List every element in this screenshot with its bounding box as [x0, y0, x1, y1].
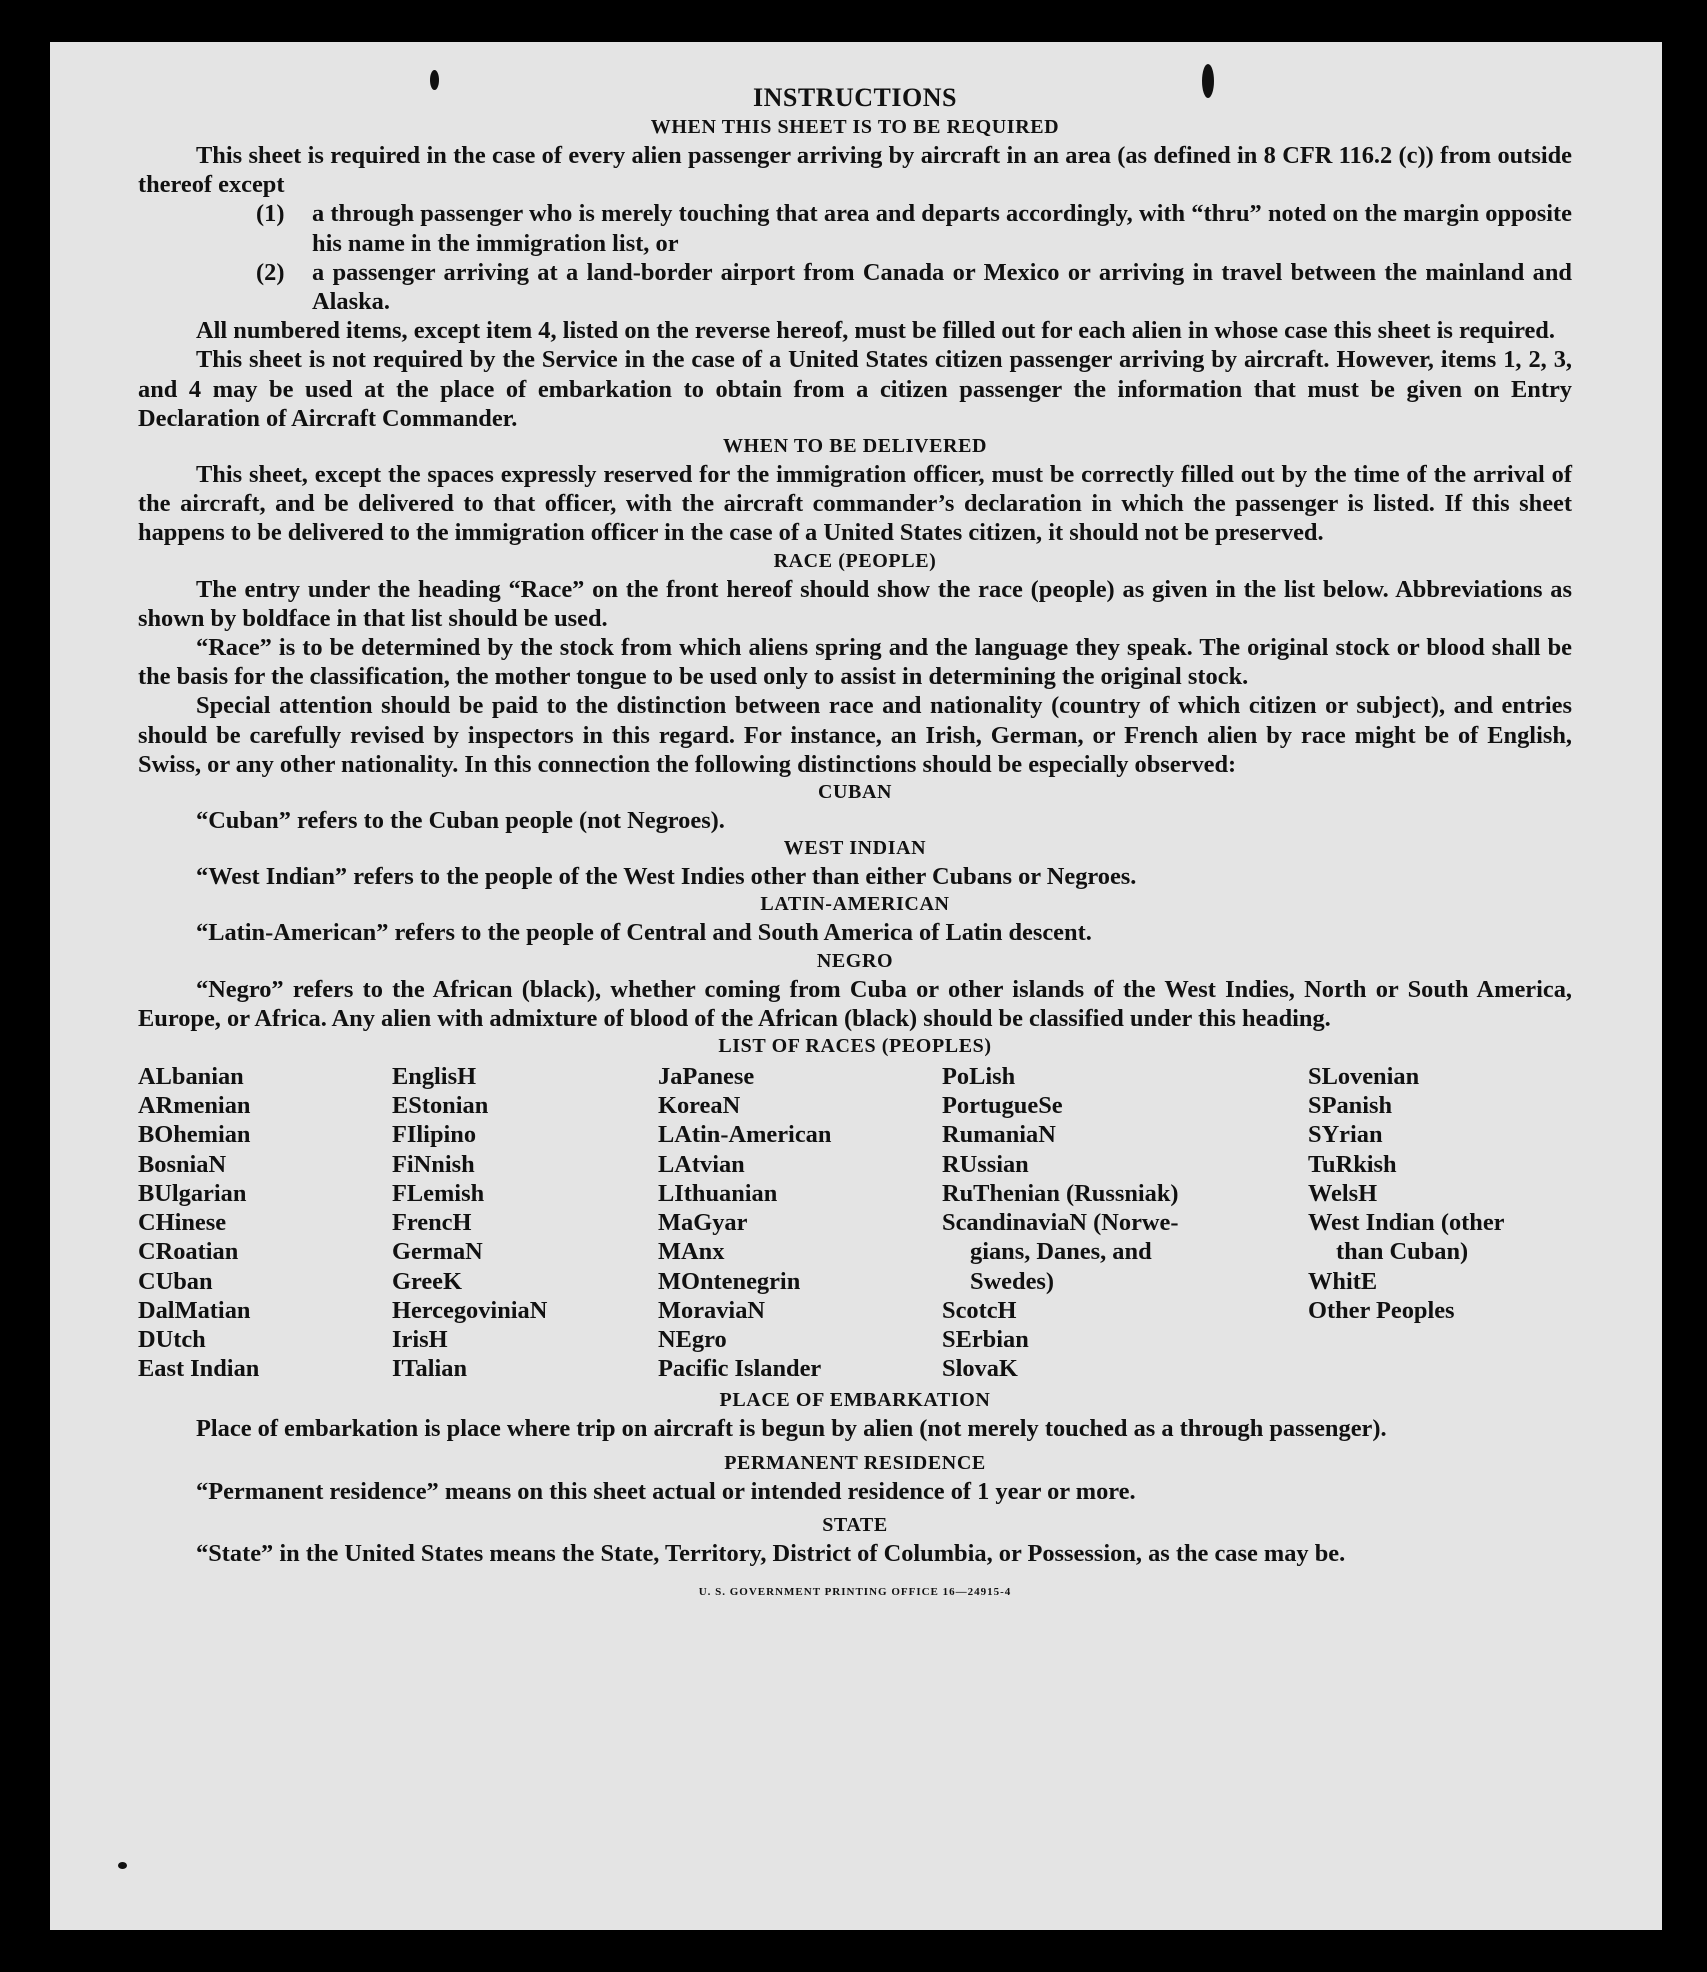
page-title: INSTRUCTIONS	[753, 83, 957, 112]
race-item: MaGyar	[658, 1209, 748, 1237]
race-item: CUban	[138, 1267, 213, 1295]
paragraph: “Permanent residence” means on this sheet actual or intended residence of 1 year or more.	[196, 1477, 1136, 1505]
section-title-when-delivered: WHEN TO BE DELIVERED	[722, 435, 988, 458]
race-item: RUssian	[942, 1150, 1029, 1178]
race-item: NEgro	[658, 1325, 727, 1353]
race-item: SlovaK	[942, 1355, 1018, 1383]
race-item: TuRkish	[1308, 1150, 1397, 1178]
race-item: ScotcH	[942, 1296, 1017, 1324]
race-item: BosniaN	[138, 1150, 227, 1178]
race-item: ALbanian	[138, 1063, 244, 1091]
race-item: PoLish	[942, 1063, 1016, 1091]
race-item: MoraviaN	[658, 1296, 766, 1324]
paragraph: Special attention should be paid to the distinction between race and nationality (country of which citizen or subject), and entries should be carefully revised by inspectors in this regard. For instance, an Irish, German, or French alien by race might be of English, Swiss, or any other nationality. In this connection the following distinctions should be especially observed:	[138, 692, 1572, 778]
printing-office-footer: U. S. GOVERNMENT PRINTING OFFICE 16—24915-4	[698, 1585, 1012, 1598]
race-item: gians, Danes, and	[970, 1238, 1152, 1266]
race-item: FiNnish	[392, 1150, 475, 1178]
race-item: DalMatian	[138, 1296, 251, 1324]
race-item: FrencH	[392, 1209, 472, 1237]
paragraph: Place of embarkation is place where trip on aircraft is begun by alien (not merely touched as a through passenger).	[196, 1415, 1387, 1443]
race-item: LAtin-American	[658, 1121, 832, 1149]
race-item: JaPanese	[658, 1063, 755, 1091]
ink-spot	[118, 1862, 127, 1869]
race-item: Other Peoples	[1308, 1296, 1455, 1324]
section-title-cuban: CUBAN	[817, 781, 893, 804]
race-item: WhitE	[1308, 1267, 1378, 1295]
race-column	[392, 1062, 658, 1383]
race-item: Pacific Islander	[658, 1355, 822, 1383]
race-item: ARmenian	[138, 1092, 251, 1120]
race-item: SYrian	[1308, 1121, 1383, 1149]
ink-spot	[1202, 64, 1214, 98]
race-item: MAnx	[658, 1238, 725, 1266]
section-title-latin-american: LATIN-AMERICAN	[760, 893, 950, 916]
race-item: GreeK	[392, 1267, 462, 1295]
race-item: BUlgarian	[138, 1179, 247, 1207]
section-title-state: STATE	[822, 1513, 888, 1536]
race-item: RumaniaN	[942, 1121, 1056, 1149]
race-item: SLovenian	[1308, 1063, 1420, 1091]
section-title-negro: NEGRO	[816, 949, 894, 972]
race-item: CHinese	[138, 1209, 227, 1237]
race-item: FIlipino	[392, 1121, 477, 1149]
section-title-residence: PERMANENT RESIDENCE	[724, 1451, 986, 1474]
race-column	[942, 1062, 1308, 1383]
paragraph: “Race” is to be determined by the stock from which aliens spring and the language they speak. The original stock or blood shall be the basis for the classification, the mother tongue to be used only to assist in determining the original stock.	[138, 634, 1572, 691]
paragraph: This sheet, except the spaces expressly reserved for the immigration officer, must be correctly filled out by the time of the arrival of the aircraft, and be delivered to that officer, with the aircraft commander’s declaration in which the passenger is listed. If this sheet happens to be delivered to the immigration officer in the case of a United States citizen, it should not be preserved.	[138, 461, 1572, 547]
section-title-embarkation: PLACE OF EMBARKATION	[719, 1389, 991, 1412]
race-item: ScandinaviaN (Norwe-	[942, 1209, 1179, 1237]
race-list	[138, 1062, 1572, 1383]
race-item: East Indian	[138, 1355, 260, 1383]
item-text: a passenger arriving at a land-border airport from Canada or Mexico or arriving in travel between the mainland and Alaska.	[312, 258, 1572, 316]
paragraph: This sheet is required in the case of every alien passenger arriving by aircraft in an area (as defined in 8 CFR 116.2 (c)) from outside thereof except	[138, 142, 1572, 199]
race-item: Swedes)	[970, 1267, 1055, 1295]
item-text: a through passenger who is merely touching that area and departs accordingly, with “thru” noted on the margin opposite his name in the immigration list, or	[312, 200, 1572, 257]
list-item	[256, 199, 1572, 257]
race-item: PortugueSe	[942, 1092, 1063, 1120]
section-title-race: RACE (PEOPLE)	[773, 549, 937, 572]
race-item: KoreaN	[658, 1092, 741, 1120]
list-item	[256, 258, 1572, 316]
race-item: FLemish	[392, 1179, 485, 1207]
ink-spot	[430, 70, 439, 90]
section-title-when-required: WHEN THIS SHEET IS TO BE REQUIRED	[650, 116, 1060, 138]
paragraph: This sheet is not required by the Service in the case of a United States citizen passenger arriving by aircraft. However, items 1, 2, 3, and 4 may be used at the place of embarkation to obtain from a citizen passenger the information that must be given on Entry Declaration of Aircraft Commander.	[138, 346, 1572, 432]
section-title-list-of-races: LIST OF RACES (PEOPLES)	[718, 1035, 992, 1058]
section-title-west-indian: WEST INDIAN	[783, 837, 927, 860]
item-number: (1)	[256, 200, 285, 228]
paragraph: “Latin-American” refers to the people of Central and South America of Latin descent.	[196, 919, 1092, 947]
race-item: EnglisH	[392, 1063, 477, 1091]
paragraph: “State” in the United States means the State, Territory, District of Columbia, or Possession, as the case may be.	[196, 1539, 1346, 1567]
race-item: EStonian	[392, 1092, 489, 1120]
race-item: than Cuban)	[1336, 1238, 1469, 1266]
race-item: HercegoviniaN	[392, 1296, 548, 1324]
exception-list	[256, 199, 1572, 316]
race-item: GermaN	[392, 1238, 483, 1266]
paragraph: The entry under the heading “Race” on the front hereof should show the race (people) as given in the list below. Abbreviations as shown by boldface in that list should be used.	[138, 575, 1572, 632]
race-item: IrisH	[392, 1325, 448, 1353]
document-page	[50, 42, 1662, 1930]
paragraph: “West Indian” refers to the people of the West Indies other than either Cubans or Negroes.	[196, 863, 1137, 891]
paragraph: “Negro” refers to the African (black), whether coming from Cuba or other islands of the West Indies, North or South America, Europe, or Africa. Any alien with admixture of blood of the African (black) should be classified under this heading.	[138, 975, 1572, 1032]
race-item: ITalian	[392, 1355, 468, 1383]
race-item: WelsH	[1308, 1179, 1378, 1207]
race-column	[658, 1062, 942, 1383]
paragraph: All numbered items, except item 4, listed on the reverse hereof, must be filled out for each alien in whose case this sheet is required.	[196, 317, 1555, 345]
race-item: SPanish	[1308, 1092, 1393, 1120]
race-item: SErbian	[942, 1325, 1029, 1353]
paragraph: “Cuban” refers to the Cuban people (not Negroes).	[196, 807, 725, 835]
race-item: BOhemian	[138, 1121, 251, 1149]
race-column	[138, 1062, 392, 1383]
race-item: LAtvian	[658, 1150, 745, 1178]
race-column	[1308, 1062, 1572, 1383]
race-item: DUtch	[138, 1325, 206, 1353]
item-number: (2)	[256, 258, 285, 286]
race-item: West Indian (other	[1308, 1209, 1505, 1237]
race-item: CRoatian	[138, 1238, 239, 1266]
race-item: MOntenegrin	[658, 1267, 801, 1295]
race-item: RuThenian (Russniak)	[942, 1179, 1179, 1207]
race-item: LIthuanian	[658, 1179, 778, 1207]
